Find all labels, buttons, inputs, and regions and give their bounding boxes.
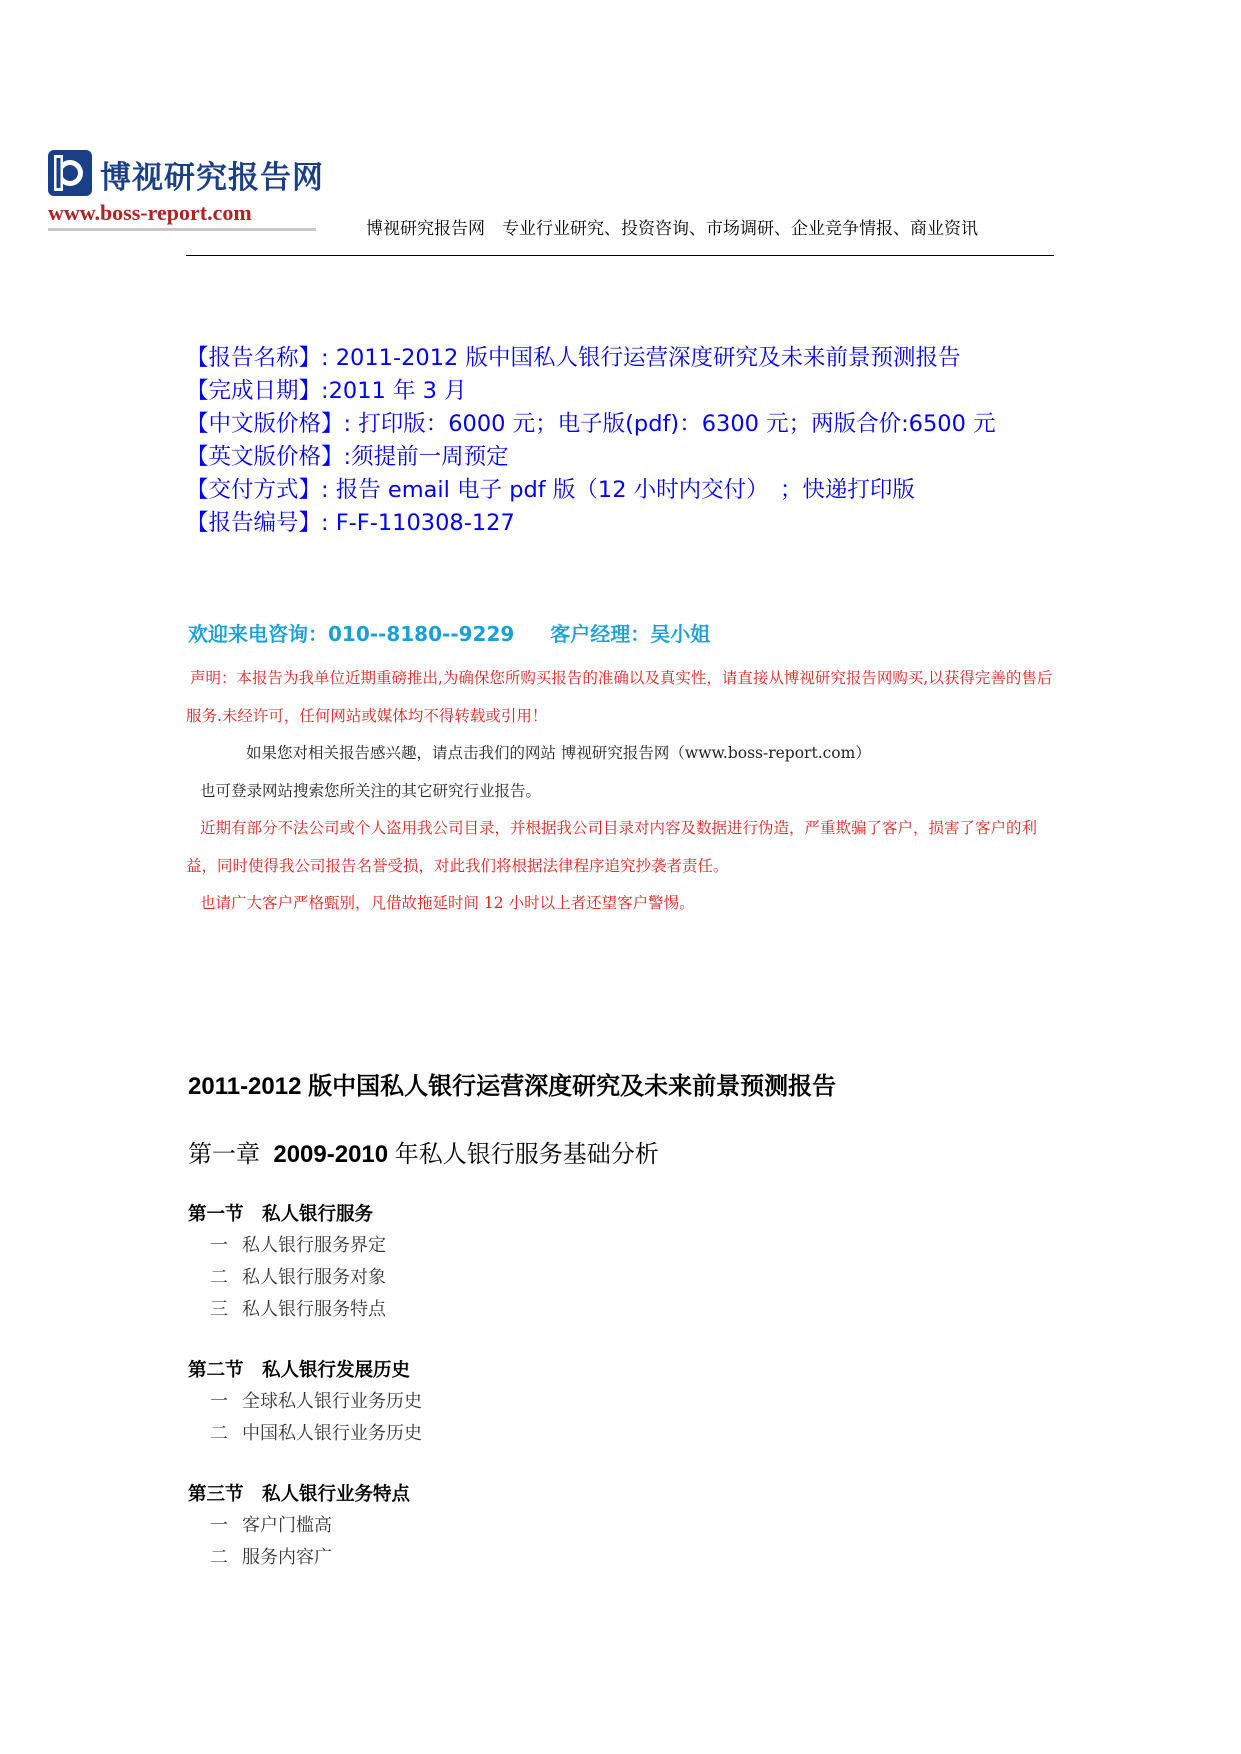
header-divider: [186, 255, 1054, 256]
item-number: 二: [210, 1423, 228, 1444]
item-text: 私人银行服务对象: [242, 1267, 386, 1288]
toc-item: [188, 1386, 988, 1418]
report-info: [186, 342, 996, 540]
notes-block: [186, 660, 1056, 923]
chapter-years: 2009-2010: [273, 1141, 389, 1168]
header-tagline: 博视研究报告网 专业行业研究、投资咨询、市场调研、企业竞争情报、商业资讯: [366, 219, 978, 239]
toc-item: [188, 1510, 988, 1542]
logo-url[interactable]: www.boss-report.com: [48, 200, 252, 225]
contact-phone: 欢迎来电咨询：010--8180--9229: [188, 622, 515, 646]
info-report-number: 【报告编号】: F-F-110308-127: [186, 510, 515, 536]
info-completion-date: 【完成日期】:2011 年 3 月: [186, 378, 467, 404]
contact-manager: 客户经理：吴小姐: [550, 622, 711, 646]
toc-item: [188, 1294, 988, 1326]
item-number: 二: [210, 1547, 228, 1568]
item-number: 二: [210, 1267, 228, 1288]
item-number: 一: [210, 1515, 228, 1536]
chapter-heading: [188, 1134, 659, 1169]
item-text: 全球私人银行业务历史: [242, 1391, 422, 1412]
item-text: 私人银行服务界定: [242, 1235, 386, 1256]
toc-item: [188, 1418, 988, 1450]
toc-item: [188, 1230, 988, 1262]
item-number: 三: [210, 1299, 228, 1320]
chapter-rest: 年私人银行服务基础分析: [394, 1141, 659, 1168]
item-text: 服务内容广: [242, 1547, 332, 1568]
info-english-price: 【英文版价格】:须提前一周预定: [186, 444, 509, 470]
item-text: 中国私人银行业务历史: [242, 1423, 422, 1444]
chapter-prefix: 第一章: [188, 1141, 260, 1168]
info-delivery: 【交付方式】: 报告 email 电子 pdf 版（12 小时内交付） ；快递打印版: [186, 477, 915, 503]
statement-note: 声明：本报告为我单位近期重磅推出,为确保您所购买报告的准确以及真实性，请直接从博视研究报告网购买,以获得完善的售后服务.未经许可，任何网站或媒体均不得转载或引用！: [186, 669, 1053, 725]
toc-section-1: [188, 1198, 988, 1326]
warning-note-1: 近期有部分不法公司或个人盗用我公司目录，并根据我公司目录对内容及数据进行伪造，严重欺骗了客户，损害了客户的利益，同时使得我公司报告名誉受损，对此我们将根据法律程序追究抄袭者责任。: [186, 819, 1038, 875]
logo-mark-icon: [48, 150, 92, 196]
section-title: 第一节 私人银行服务: [188, 1203, 374, 1224]
logo-underline: [48, 228, 316, 231]
toc-item: [188, 1262, 988, 1294]
section-title: 第二节 私人银行发展历史: [188, 1359, 411, 1380]
contact-line: [188, 618, 710, 647]
info-chinese-price: 【中文版价格】: 打印版：6000 元；电子版(pdf)：6300 元；两版合价:6500 元: [186, 411, 996, 437]
item-text: 私人银行服务特点: [242, 1299, 386, 1320]
interest-note-2: 也可登录网站搜索您所关注的其它研究行业报告。: [200, 781, 542, 800]
section-title: 第三节 私人银行业务特点: [188, 1483, 411, 1504]
item-number: 一: [210, 1391, 228, 1412]
toc-title: 2011-2012 版中国私人银行运营深度研究及未来前景预测报告: [188, 1073, 837, 1100]
toc-item: [188, 1542, 988, 1574]
toc-section-3: [188, 1478, 988, 1574]
info-report-name: 【报告名称】: 2011-2012 版中国私人银行运营深度研究及未来前景预测报告: [186, 345, 961, 371]
item-text: 客户门槛高: [242, 1515, 332, 1536]
logo-name: 博视研究报告网: [100, 160, 324, 196]
interest-note-1: 如果您对相关报告感兴趣，请点击我们的网站 博视研究报告网（www.boss-report.com）: [246, 744, 871, 762]
warning-note-2: 也请广大客户严格甄别，凡借故拖延时间 12 小时以上者还望客户警惕。: [200, 894, 695, 912]
item-number: 一: [210, 1235, 228, 1256]
site-logo[interactable]: [48, 148, 348, 238]
toc-section-2: [188, 1354, 988, 1450]
